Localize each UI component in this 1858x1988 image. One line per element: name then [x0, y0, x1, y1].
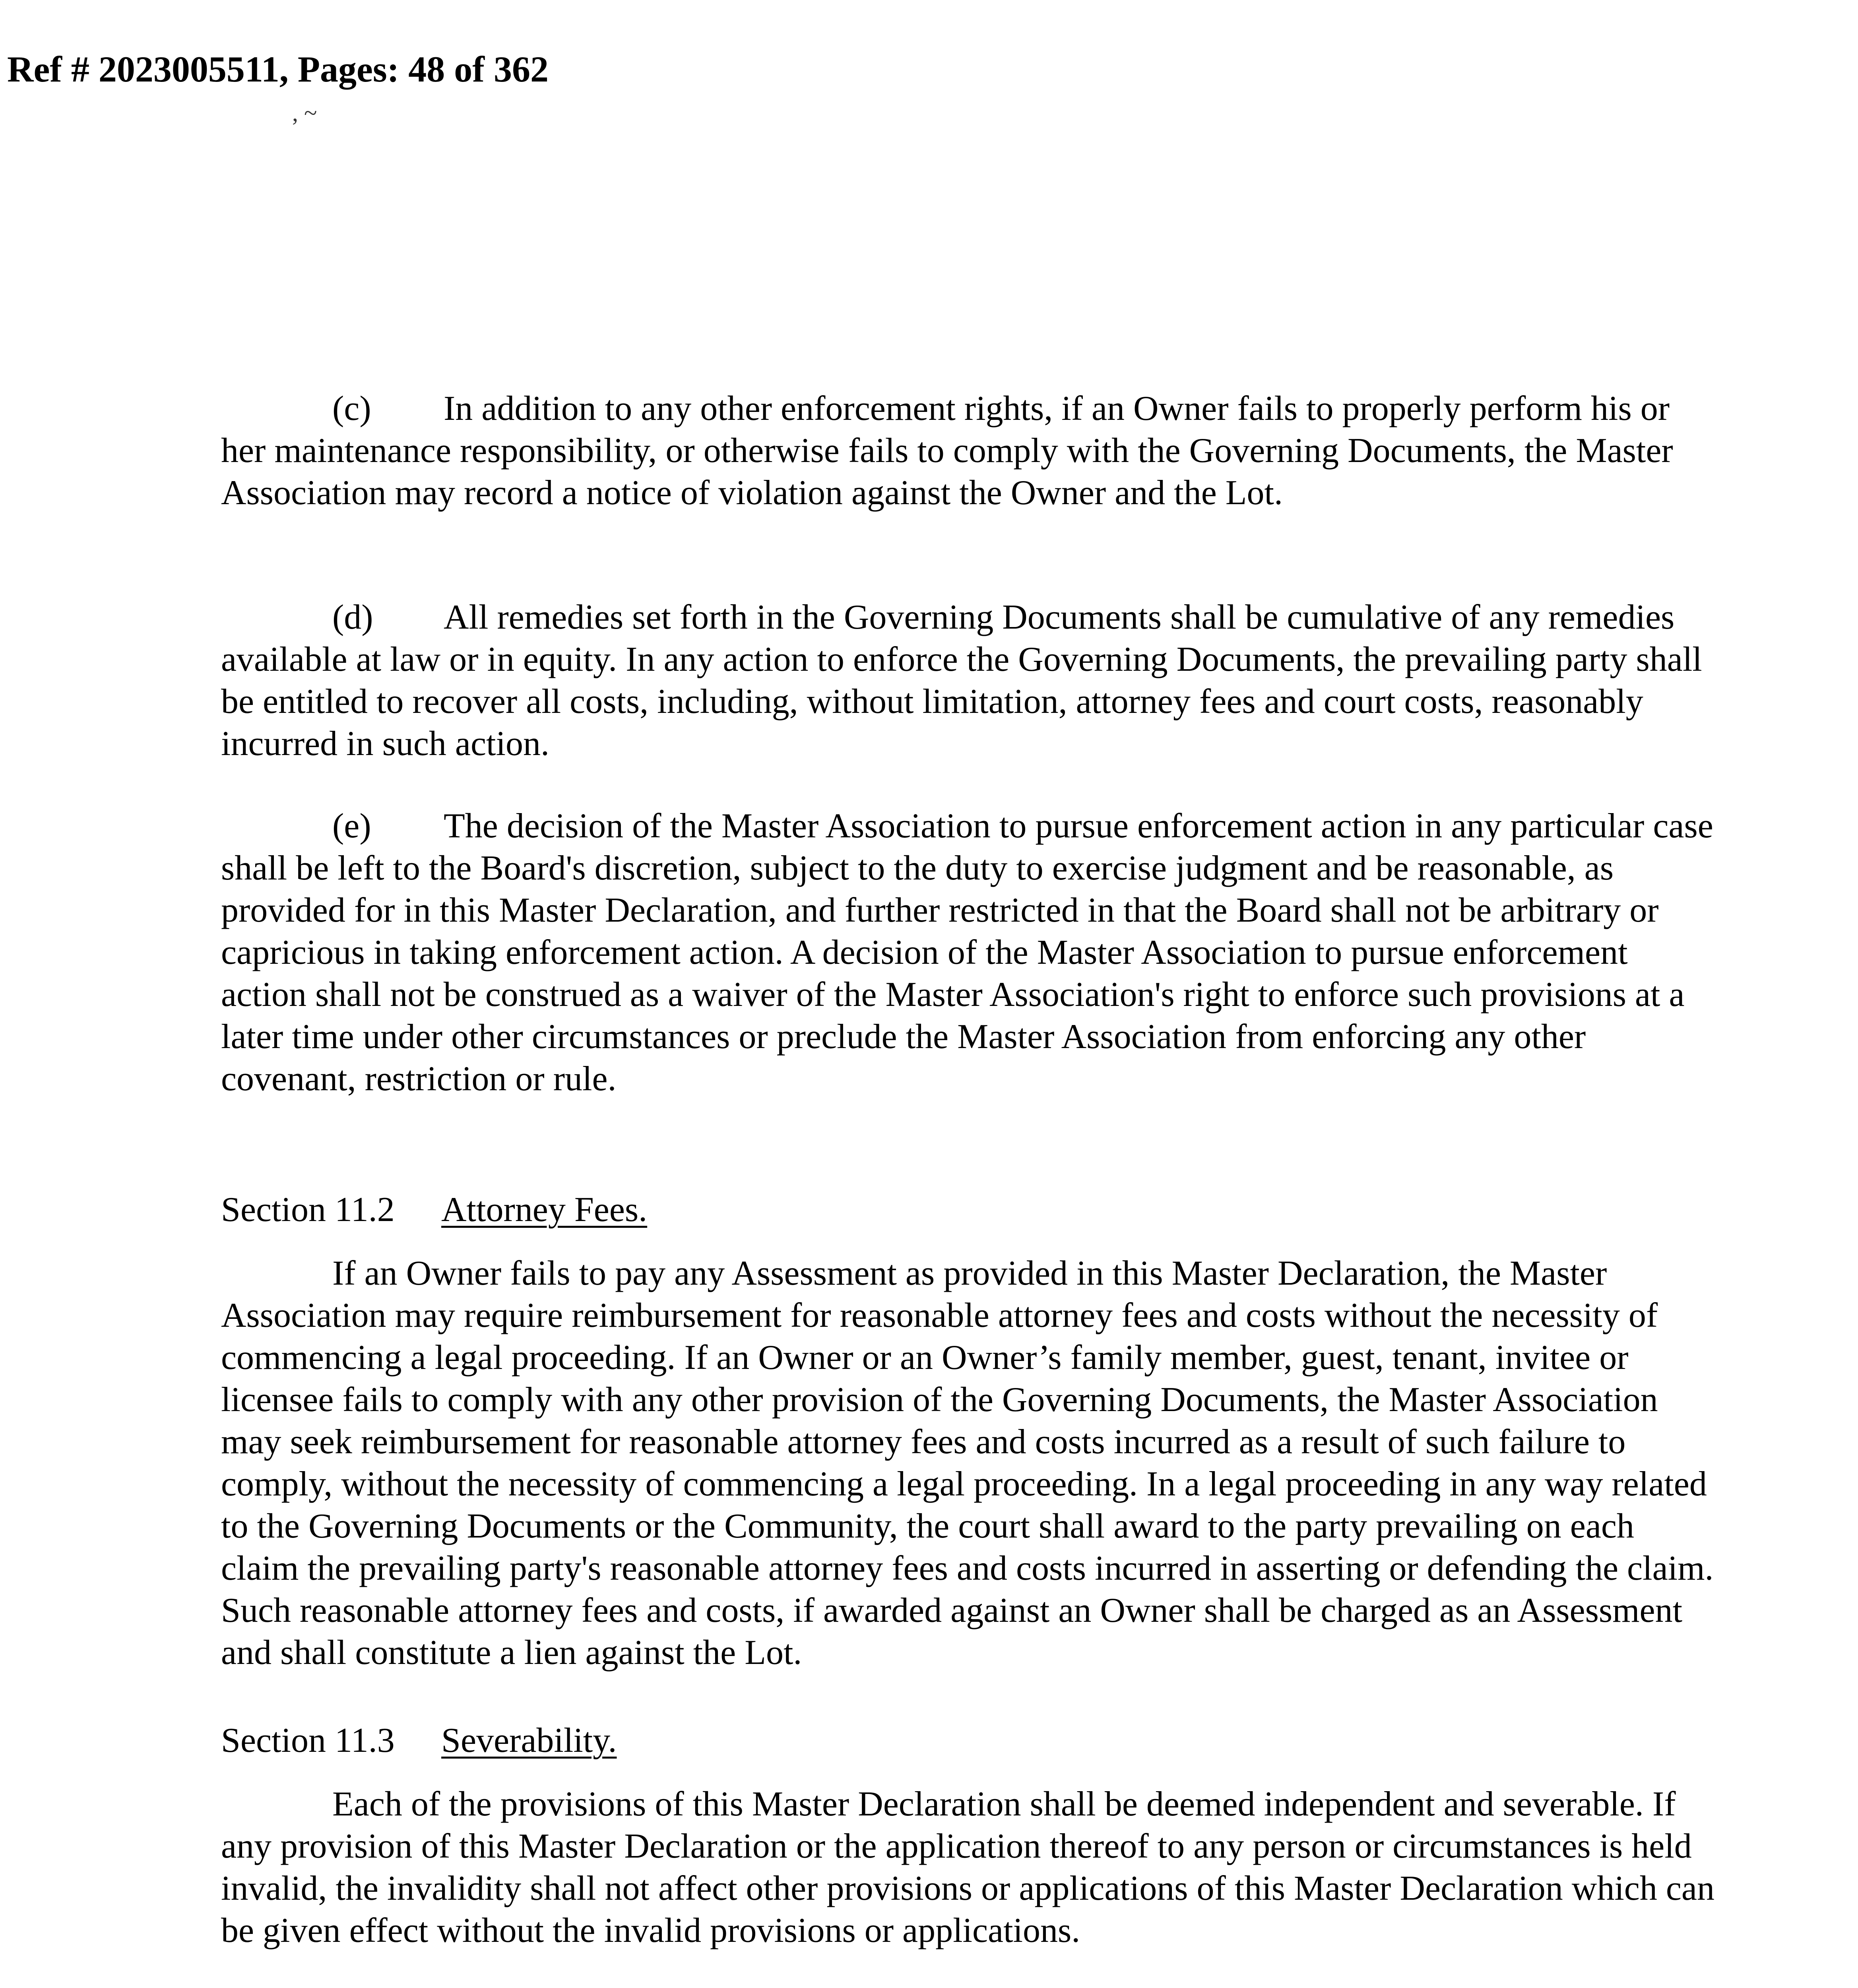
paragraph-d: [221, 596, 1720, 765]
paragraph-e-text: The decision of the Master Association to pursue enforcement action in any particular case shall be left to the Board's discretion, subject to the duty to exercise judgment and be reasonable, as provided for in this Master Declaration, and further restricted in that the Board shall not be arbitrary or capricious in taking enforcement action. A decision of the Master Association to pursue enforcement action shall not be construed as a waiver of the Master Association's right to enforce such provisions at a later time under other circumstances or preclude the Master Association from enforcing any other covenant, restriction or rule.: [221, 807, 1713, 1098]
section-11-2-body: If an Owner fails to pay any Assessment as provided in this Master Declaration, the Master Association may require reimbursement for reasonable attorney fees and costs without the necessity of commencing a legal proceeding. If an Owner or an Owner’s family member, guest, tenant, invitee or licensee fails to comply with any other provision of the Governing Documents, the Master Association may seek reimbursement for reasonable attorney fees and costs incurred as a result of such failure to comply, without the necessity of commencing a legal proceeding. In a legal proceeding in any way related to the Governing Documents or the Community, the court shall award to the party prevailing on each claim the prevailing party's reasonable attorney fees and costs incurred in asserting or defending the claim. Such reasonable attorney fees and costs, if awarded against an Owner shall be charged as an Assessment and shall constitute a lien against the Lot.: [221, 1254, 1714, 1672]
section-11-3-heading: [221, 1720, 617, 1762]
section-11-2-heading: [221, 1189, 647, 1231]
paragraph-c-text: In addition to any other enforcement rights, if an Owner fails to properly perform his or her maintenance responsibility, or otherwise fails to comply with the Governing Documents, the Master Association may record a notice of violation against the Owner and the Lot.: [221, 389, 1673, 512]
paragraph-e: [221, 805, 1720, 1100]
paragraph-c-label: (c): [332, 389, 371, 428]
paragraph-d-text: All remedies set forth in the Governing Documents shall be cumulative of any remedies available at law or in equity. In any action to enforce the Governing Documents, the prevailing party shall be entitled to recover all costs, including, without limitation, attorney fees and court costs, reasonably incurred in such action.: [221, 598, 1702, 763]
section-11-2-number: Section 11.2: [221, 1190, 395, 1229]
stray-marks: , ~: [292, 100, 317, 126]
paragraph-e-label: (e): [332, 807, 371, 845]
section-11-3-body: Each of the provisions of this Master Declaration shall be deemed independent and severable. If any provision of this Master Declaration or the application thereof to any person or circumstances is held invalid, the invalidity shall not affect other provisions or applications of this Master Declaration which can be given effect without the invalid provisions or applications.: [221, 1785, 1714, 1950]
reference-header: Ref # 2023005511, Pages: 48 of 362: [7, 49, 549, 89]
section-11-3-title: Severability.: [441, 1721, 617, 1760]
section-11-2-title: Attorney Fees.: [441, 1190, 648, 1229]
paragraph-c: [221, 388, 1720, 514]
section-11-3-number: Section 11.3: [221, 1721, 395, 1760]
paragraph-d-label: (d): [332, 598, 373, 637]
